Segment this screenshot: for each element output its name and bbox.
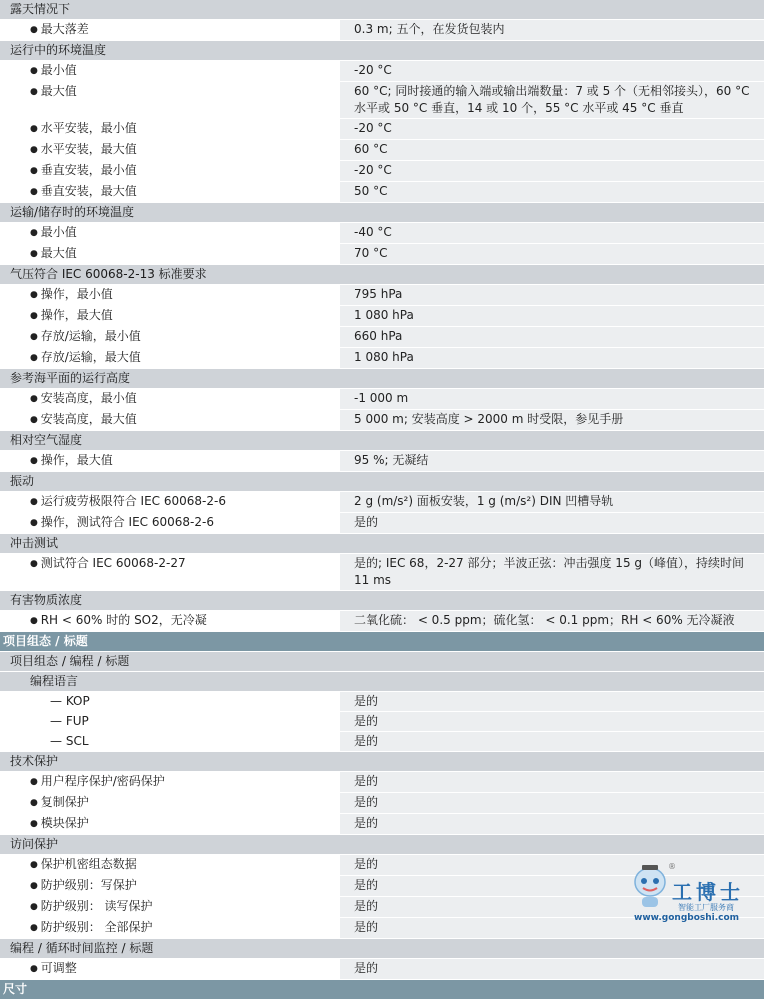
table-row [0,692,764,712]
row-value: -20 °C [340,61,764,81]
row-label [0,451,340,471]
row-label [0,712,340,731]
row-value: 60 °C [340,140,764,160]
group-header: 有害物质浓度 [0,591,764,611]
row-value: 95 %; 无凝结 [340,451,764,471]
row-label [0,327,340,347]
row-label [0,244,340,264]
row-label-text: FUP [65,714,89,728]
table-row [0,82,764,119]
row-label [0,513,340,533]
row-label [0,876,340,896]
table-row [0,61,764,82]
row-value: 2 g (m/s²) 面板安装，1 g (m/s²) DIN 凹槽导轨 [340,492,764,512]
row-label-text: 运行疲劳极限符合 IEC 60068-2-6 [40,494,226,508]
row-value: 是的 [340,814,764,834]
bullet-icon [30,84,41,98]
row-label-text: 防护级别： 全部保护 [40,920,153,934]
table-row [0,451,764,472]
bullet-icon [30,961,41,975]
row-value: 是的 [340,918,764,938]
table-row [0,492,764,513]
watermark-tagline: 智能工厂服务商 [678,903,734,912]
group-header: 访问保护 [0,835,764,855]
row-value: 是的 [340,732,764,751]
table-row [0,20,764,41]
table-row [0,732,764,752]
table-row [0,285,764,306]
row-label-text: 最大落差 [40,22,89,36]
row-value: 1 080 hPa [340,306,764,326]
bullet-icon [30,22,41,36]
bullet-icon [30,899,41,913]
group-header: 编程 / 循环时间监控 / 标题 [0,939,764,959]
row-value: 50 °C [340,182,764,202]
group-header: 项目组态 / 编程 / 标题 [0,652,764,672]
bullet-icon [30,453,41,467]
row-label [0,348,340,368]
row-label [0,855,340,875]
row-label-text: 操作，测试符合 IEC 60068-2-6 [40,515,214,529]
table-row [0,223,764,244]
section-header: 项目组态 / 标题 [0,632,764,652]
bullet-icon [30,515,41,529]
table-row [0,814,764,835]
row-value: 是的 [340,793,764,813]
bullet-icon [30,556,41,570]
table-row [0,410,764,431]
table-row [0,161,764,182]
row-label-text: 最小值 [40,225,77,239]
row-label [0,140,340,160]
robot-mascot-icon [628,862,672,912]
bullet-icon [30,350,41,364]
row-label [0,61,340,81]
row-label [0,161,340,181]
group-header: 技术保护 [0,752,764,772]
row-label [0,492,340,512]
bullet-icon [30,121,41,135]
row-label-text: 操作，最大值 [40,453,113,467]
group-header: 参考海平面的运行高度 [0,369,764,389]
row-value: 70 °C [340,244,764,264]
row-value: -20 °C [340,161,764,181]
dash-mark [50,734,66,748]
row-value: -1 000 m [340,389,764,409]
group-header: 露天情况下 [0,0,764,20]
bullet-icon [30,795,41,809]
row-label-text: 存放/运输，最小值 [40,329,141,343]
table-row [0,244,764,265]
bullet-icon [30,494,41,508]
row-label [0,732,340,751]
section-header: 尺寸 [0,980,764,1000]
row-label-text: 安装高度，最大值 [40,412,137,426]
bullet-icon [30,246,41,260]
row-label [0,692,340,711]
group-header: 振动 [0,472,764,492]
row-value: 是的 [340,772,764,792]
row-label [0,772,340,792]
bullet-icon [30,391,41,405]
row-label-text: 最小值 [40,63,77,77]
row-label-text: SCL [65,734,89,748]
row-label-text: 操作，最大值 [40,308,113,322]
table-row [0,348,764,369]
row-value: 0.3 m; 五个，在发货包装内 [340,20,764,40]
watermark-registered: ® [668,862,676,871]
row-label-text: 测试符合 IEC 60068-2-27 [40,556,186,570]
group-header: 运行中的环境温度 [0,41,764,61]
row-value: 是的 [340,692,764,711]
row-label-text: 操作，最小值 [40,287,113,301]
row-label [0,410,340,430]
table-row [0,772,764,793]
group-header: 气压符合 IEC 60068-2-13 标准要求 [0,265,764,285]
row-label-text: 复制保护 [40,795,89,809]
table-row [0,327,764,348]
row-label [0,285,340,305]
row-value: 60 °C; 同时接通的输入端或输出端数量：7 或 5 个（无相邻接头），60 °C 水平或 50 °C 垂直，14 或 10 个，55 °C 水平或 45 °C 垂直 [340,82,764,118]
row-label-text: 垂直安装，最大值 [40,184,137,198]
bullet-icon [30,816,41,830]
row-label-text: 垂直安装，最小值 [40,163,137,177]
row-value: 是的 [340,876,764,896]
row-label [0,82,340,118]
row-value: 是的 [340,897,764,917]
row-value: 是的 [340,959,764,979]
row-label-text: 水平安装，最小值 [40,121,137,135]
table-row [0,306,764,327]
row-label [0,182,340,202]
row-label [0,814,340,834]
bullet-icon [30,163,41,177]
row-label [0,306,340,326]
row-label [0,611,340,631]
table-row [0,712,764,732]
dash-mark [50,694,66,708]
bullet-icon [30,878,41,892]
table-row [0,182,764,203]
row-label-text: KOP [65,694,90,708]
bullet-icon [30,142,41,156]
row-label-text: 可调整 [40,961,77,975]
table-row [0,611,764,632]
row-label-text: 保护机密组态数据 [40,857,137,871]
row-value: 5 000 m; 安装高度 > 2000 m 时受限，参见手册 [340,410,764,430]
row-value: -40 °C [340,223,764,243]
watermark-brand: 工博士 [672,880,744,904]
group-header: 运输/储存时的环境温度 [0,203,764,223]
group-header: 编程语言 [0,672,764,692]
row-label [0,918,340,938]
row-label [0,959,340,979]
row-label-text: 最大值 [40,84,77,98]
table-row [0,513,764,534]
table-row [0,389,764,410]
bullet-icon [30,857,41,871]
row-label [0,20,340,40]
bullet-icon [30,308,41,322]
bullet-icon [30,63,41,77]
table-row [0,959,764,980]
table-row [0,119,764,140]
watermark-logo [628,862,764,923]
bullet-icon [30,287,41,301]
row-value: 二氧化硫： < 0.5 ppm；硫化氢： < 0.1 ppm；RH < 60% 无冷凝液 [340,611,764,631]
row-label [0,389,340,409]
bullet-icon [30,613,41,627]
table-row [0,554,764,591]
bullet-icon [30,412,41,426]
row-label-text: 模块保护 [40,816,89,830]
row-label-text: 水平安装，最大值 [40,142,137,156]
bullet-icon [30,774,41,788]
row-label [0,897,340,917]
bullet-icon [30,225,41,239]
row-label [0,554,340,590]
bullet-icon [30,329,41,343]
row-value: 是的; IEC 68，2-27 部分；半波正弦：冲击强度 15 g（峰值），持续时间 11 ms [340,554,764,590]
row-label-text: 安装高度，最小值 [40,391,137,405]
row-value: 是的 [340,712,764,731]
row-value: 1 080 hPa [340,348,764,368]
row-label-text: 用户程序保护/密码保护 [40,774,165,788]
row-label-text: 存放/运输，最大值 [40,350,141,364]
row-value: 是的 [340,513,764,533]
row-label [0,793,340,813]
watermark-url: www.gongboshi.com [634,913,740,923]
row-label-text: RH < 60% 时的 SO2，无冷凝 [40,613,207,627]
row-label-text: 防护级别： 读写保护 [40,899,153,913]
row-label-text: 最大值 [40,246,77,260]
row-value: -20 °C [340,119,764,139]
table-row [0,140,764,161]
row-label [0,223,340,243]
row-label-text: 防护级别：写保护 [40,878,137,892]
group-header: 冲击测试 [0,534,764,554]
row-label [0,119,340,139]
row-value: 660 hPa [340,327,764,347]
row-value: 795 hPa [340,285,764,305]
bullet-icon [30,920,41,934]
dash-mark [50,714,66,728]
group-header: 相对空气湿度 [0,431,764,451]
table-row [0,793,764,814]
row-value: 是的 [340,855,764,875]
bullet-icon [30,184,41,198]
